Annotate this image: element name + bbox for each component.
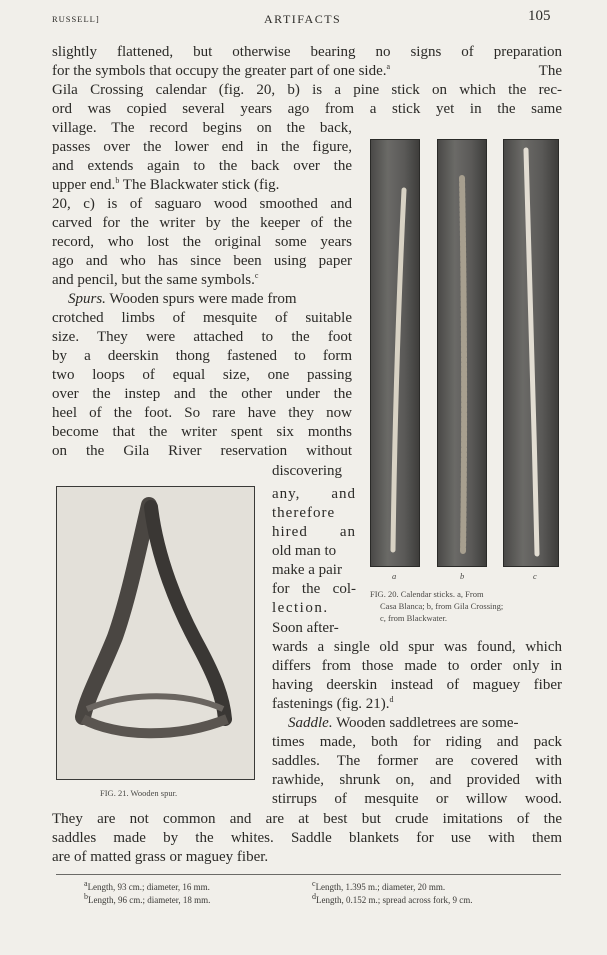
body-line: hired an — [272, 524, 356, 540]
body-line: times made, both for riding and pack — [272, 734, 562, 750]
body-line: Gila Crossing calendar (fig. 20, b) is a pine stick on which the rec- — [52, 82, 562, 98]
body-line: crotched limbs of mesquite of suitable — [52, 310, 352, 326]
running-head-title: ARTIFACTS — [264, 12, 342, 26]
body-line: record, who lost the original some years — [52, 234, 352, 250]
body-line: village. The record begins on the back, — [52, 120, 352, 136]
footnote-a: $^a$Length, 93 cm.; diameter, 16 mm. — [84, 879, 210, 892]
body-line: stirrups of mesquite or willow wood. — [272, 791, 562, 807]
body-line: differs from those made to order only in — [272, 658, 562, 674]
body-line: saddles made by the whites. Saddle blankets for use with them — [52, 830, 562, 846]
wooden-spur-photo — [56, 486, 255, 780]
figure-20-caption: FIG. 20. Calendar sticks. a, From — [370, 589, 484, 599]
body-line: by a deerskin thong fastened to form — [52, 348, 352, 364]
stick-c-icon — [504, 140, 558, 566]
body-line: make a pair — [272, 562, 342, 578]
body-line: passes over the lower end in the figure, — [52, 139, 352, 155]
figure-21-caption: FIG. 21. Wooden spur. — [100, 788, 178, 798]
body-line: two loops of equal size, one passing — [52, 367, 352, 383]
body-line: become that the writer spent six months — [52, 424, 352, 440]
body-line: saddles. The former are covered with — [272, 753, 562, 769]
footnote-c: $^c$Length, 1.395 m.; diameter, 20 mm. — [312, 879, 446, 892]
footnote-d: $^d$Length, 0.152 m.; spread across fork, 9 cm. — [312, 892, 473, 905]
section-heading-saddle: Saddle. — [288, 715, 333, 731]
body-line: discovering — [272, 463, 342, 479]
body-line: for the symbols that occupy the greater part of one side.$^a$ The — [52, 62, 562, 79]
footnote-b: $^b$Length, 96 cm.; diameter, 18 mm. — [84, 892, 211, 905]
running-head-author: RUSSELL] — [52, 14, 100, 24]
figure-20-caption: Casa Blanca; b, from Gila Crossing; — [380, 601, 504, 611]
figure-20-caption: c, from Blackwater. — [380, 613, 448, 623]
body-line: carved for the writer by the keeper of the — [52, 215, 352, 231]
body-line: therefore — [272, 505, 336, 521]
section-heading-spurs: Spurs. — [68, 291, 106, 307]
wooden-spur-icon — [57, 487, 254, 779]
body-line: over the instep and the other under the — [52, 386, 352, 402]
page-number: 105 — [528, 8, 551, 24]
body-line: are of matted grass or maguey fiber. — [52, 849, 269, 865]
body-line: 20, c) is of saguaro wood smoothed and — [52, 196, 352, 212]
body-line: lection. — [272, 600, 329, 616]
figure-20-label-a: a — [392, 571, 397, 581]
body-line: ago and who has since been using paper — [52, 253, 352, 269]
stick-b-icon — [438, 140, 486, 566]
body-line: Soon after- — [272, 620, 339, 636]
figure-20-label-c: c — [533, 571, 537, 581]
body-line: and extends again to the back over the — [52, 158, 352, 174]
body-line: wards a single old spur was found, which — [272, 639, 562, 655]
body-line: any, and — [272, 486, 356, 502]
body-line: heel of the foot. So rare have they now — [52, 405, 352, 421]
calendar-stick-photo-b — [437, 139, 487, 567]
body-line: and pencil, but the same symbols.$^c$ — [52, 271, 259, 288]
footnote-rule — [56, 874, 561, 875]
section-saddle: Saddle. Wooden saddletrees are some- — [288, 715, 519, 731]
calendar-stick-photo-c — [503, 139, 559, 567]
figure-20-label-b: b — [460, 571, 465, 581]
body-line: size. They were attached to the foot — [52, 329, 352, 345]
body-line: for the col- — [272, 581, 356, 597]
body-line: slightly flattened, but otherwise bearing no signs of preparation — [52, 44, 562, 60]
body-line: fastenings (fig. 21).$^d$ — [272, 695, 394, 712]
body-line: old man to — [272, 543, 337, 559]
body-line: They are not common and are at best but crude imitations of the — [52, 811, 562, 827]
stick-a-icon — [371, 140, 419, 566]
body-line: on the Gila River reservation without — [52, 443, 352, 459]
body-line: rawhide, shrunk on, and provided with — [272, 772, 562, 788]
calendar-stick-photo-a — [370, 139, 420, 567]
section-spurs: Spurs. Wooden spurs were made from — [68, 291, 297, 307]
body-line: ord was copied several years ago from a stick yet in the same — [52, 101, 562, 117]
body-line: having deerskin instead of maguey fiber — [272, 677, 562, 693]
body-line: upper end.$^b$ The Blackwater stick (fig. — [52, 176, 280, 193]
